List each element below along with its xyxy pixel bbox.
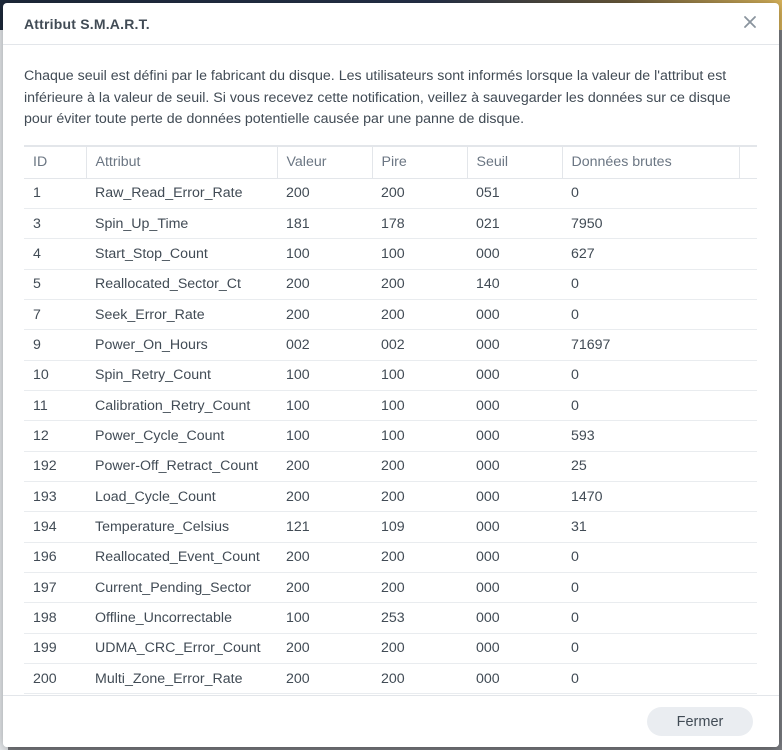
cell-id: 198 (24, 603, 86, 633)
cell-donnees-brutes: 31 (562, 512, 739, 542)
cell-id: 10 (24, 360, 86, 390)
cell-donnees-brutes: 0 (562, 572, 739, 602)
cell-attribut: Calibration_Retry_Count (86, 390, 277, 420)
cell-donnees-brutes: 0 (562, 633, 739, 663)
cell-attribut: Power_Cycle_Count (86, 421, 277, 451)
column-header-pire[interactable]: Pire (372, 146, 467, 178)
cell-filler (739, 330, 757, 360)
cell-attribut: Power_On_Hours (86, 330, 277, 360)
table-row[interactable] (24, 208, 757, 238)
cell-pire: 200 (372, 633, 467, 663)
cell-seuil: 000 (467, 603, 562, 633)
cell-filler (739, 512, 757, 542)
cell-pire: 109 (372, 512, 467, 542)
cell-seuil: 021 (467, 208, 562, 238)
cell-valeur: 200 (277, 451, 372, 481)
cell-filler (739, 269, 757, 299)
cell-pire: 002 (372, 330, 467, 360)
table-row[interactable] (24, 330, 757, 360)
cell-seuil: 000 (467, 664, 562, 694)
table-row[interactable] (24, 603, 757, 633)
cell-donnees-brutes: 0 (562, 390, 739, 420)
cell-valeur: 100 (277, 239, 372, 269)
cell-attribut: UDMA_CRC_Error_Count (86, 633, 277, 663)
cell-pire: 200 (372, 269, 467, 299)
cell-donnees-brutes: 627 (562, 239, 739, 269)
cell-donnees-brutes: 0 (562, 269, 739, 299)
cell-filler (739, 390, 757, 420)
cell-id: 9 (24, 330, 86, 360)
cell-seuil: 000 (467, 421, 562, 451)
cell-seuil: 000 (467, 633, 562, 663)
cell-attribut: Current_Pending_Sector (86, 572, 277, 602)
cell-valeur: 100 (277, 360, 372, 390)
cell-valeur: 200 (277, 299, 372, 329)
cell-id: 1 (24, 178, 86, 208)
cell-filler (739, 208, 757, 238)
cell-id: 199 (24, 633, 86, 663)
column-header-filler (739, 146, 757, 178)
cell-pire: 100 (372, 239, 467, 269)
column-header-donnees-brutes[interactable]: Données brutes (562, 146, 739, 178)
cell-attribut: Seek_Error_Rate (86, 299, 277, 329)
cell-pire: 200 (372, 299, 467, 329)
cell-donnees-brutes: 0 (562, 299, 739, 329)
cell-pire: 200 (372, 451, 467, 481)
cell-seuil: 000 (467, 481, 562, 511)
cell-seuil: 000 (467, 239, 562, 269)
cell-id: 5 (24, 269, 86, 299)
cell-valeur: 200 (277, 633, 372, 663)
cell-attribut: Load_Cycle_Count (86, 481, 277, 511)
table-row[interactable] (24, 633, 757, 663)
column-header-id[interactable]: ID (24, 146, 86, 178)
cell-id: 192 (24, 451, 86, 481)
cell-donnees-brutes: 0 (562, 542, 739, 572)
cell-valeur: 200 (277, 664, 372, 694)
table-row[interactable] (24, 360, 757, 390)
cell-seuil: 000 (467, 451, 562, 481)
cell-filler (739, 178, 757, 208)
cell-donnees-brutes: 25 (562, 451, 739, 481)
cell-id: 194 (24, 512, 86, 542)
cell-attribut: Spin_Up_Time (86, 208, 277, 238)
cell-valeur: 100 (277, 603, 372, 633)
fermer-button[interactable]: Fermer (647, 707, 753, 736)
cell-id: 3 (24, 208, 86, 238)
cell-valeur: 100 (277, 390, 372, 420)
cell-attribut: Spin_Retry_Count (86, 360, 277, 390)
table-row[interactable] (24, 390, 757, 420)
cell-seuil: 000 (467, 390, 562, 420)
cell-pire: 200 (372, 542, 467, 572)
cell-filler (739, 299, 757, 329)
cell-seuil: 000 (467, 542, 562, 572)
cell-seuil: 000 (467, 512, 562, 542)
cell-attribut: Raw_Read_Error_Rate (86, 178, 277, 208)
cell-seuil: 000 (467, 330, 562, 360)
cell-attribut: Offline_Uncorrectable (86, 603, 277, 633)
cell-pire: 200 (372, 178, 467, 208)
cell-donnees-brutes: 593 (562, 421, 739, 451)
cell-attribut: Multi_Zone_Error_Rate (86, 664, 277, 694)
cell-pire: 100 (372, 421, 467, 451)
table-row[interactable] (24, 481, 757, 511)
cell-pire: 100 (372, 360, 467, 390)
dialog-description: Chaque seuil est défini par le fabricant du disque. Les utilisateurs sont informés lorsque la valeur de l'attribut est inférieure à la valeur de seuil. Si vous recevez cette notification, veillez à sauvegarder les données sur ce disque pour éviter toute perte de données potentielle causée par une panne de disque. (24, 68, 731, 127)
cell-valeur: 200 (277, 481, 372, 511)
cell-seuil: 000 (467, 572, 562, 602)
table-row[interactable] (24, 299, 757, 329)
column-header-valeur[interactable]: Valeur (277, 146, 372, 178)
column-header-seuil[interactable]: Seuil (467, 146, 562, 178)
table-row[interactable] (24, 451, 757, 481)
table-row[interactable] (24, 269, 757, 299)
cell-filler (739, 239, 757, 269)
dialog-titlebar (3, 3, 779, 45)
cell-valeur: 200 (277, 572, 372, 602)
table-row[interactable] (24, 178, 757, 208)
cell-pire: 178 (372, 208, 467, 238)
dialog-footer (3, 695, 779, 747)
cell-pire: 200 (372, 664, 467, 694)
cell-donnees-brutes: 1470 (562, 481, 739, 511)
cell-donnees-brutes: 0 (562, 603, 739, 633)
table-header-row (24, 146, 757, 178)
cell-attribut: Start_Stop_Count (86, 239, 277, 269)
cell-donnees-brutes: 71697 (562, 330, 739, 360)
cell-donnees-brutes: 7950 (562, 208, 739, 238)
cell-filler (739, 664, 757, 694)
column-header-attribut[interactable]: Attribut (86, 146, 277, 178)
cell-seuil: 000 (467, 299, 562, 329)
smart-table-container[interactable] (24, 145, 757, 698)
cell-valeur: 200 (277, 178, 372, 208)
cell-seuil: 051 (467, 178, 562, 208)
cell-attribut: Reallocated_Event_Count (86, 542, 277, 572)
table-row[interactable] (24, 239, 757, 269)
cell-valeur: 200 (277, 269, 372, 299)
cell-donnees-brutes: 0 (562, 664, 739, 694)
table-row[interactable] (24, 572, 757, 602)
cell-id: 193 (24, 481, 86, 511)
cell-filler (739, 451, 757, 481)
close-icon[interactable] (741, 13, 759, 31)
cell-valeur: 181 (277, 208, 372, 238)
cell-filler (739, 633, 757, 663)
cell-id: 7 (24, 299, 86, 329)
cell-valeur: 200 (277, 542, 372, 572)
cell-pire: 200 (372, 481, 467, 511)
cell-id: 11 (24, 390, 86, 420)
cell-filler (739, 542, 757, 572)
cell-id: 196 (24, 542, 86, 572)
cell-id: 4 (24, 239, 86, 269)
cell-filler (739, 421, 757, 451)
cell-filler (739, 572, 757, 602)
cell-valeur: 121 (277, 512, 372, 542)
cell-seuil: 000 (467, 360, 562, 390)
cell-donnees-brutes: 0 (562, 178, 739, 208)
cell-attribut: Reallocated_Sector_Ct (86, 269, 277, 299)
cell-filler (739, 360, 757, 390)
cell-id: 197 (24, 572, 86, 602)
cell-pire: 200 (372, 572, 467, 602)
cell-donnees-brutes: 0 (562, 360, 739, 390)
cell-pire: 253 (372, 603, 467, 633)
table-row[interactable] (24, 664, 757, 694)
cell-filler (739, 603, 757, 633)
smart-attribute-dialog (3, 3, 779, 747)
dialog-title: Attribut S.M.A.R.T. (24, 16, 150, 32)
table-row[interactable] (24, 542, 757, 572)
cell-valeur: 002 (277, 330, 372, 360)
smart-table (24, 145, 757, 694)
cell-valeur: 100 (277, 421, 372, 451)
cell-seuil: 140 (467, 269, 562, 299)
table-row[interactable] (24, 421, 757, 451)
table-row[interactable] (24, 512, 757, 542)
cell-attribut: Temperature_Celsius (86, 512, 277, 542)
cell-pire: 100 (372, 390, 467, 420)
cell-id: 200 (24, 664, 86, 694)
cell-filler (739, 481, 757, 511)
cell-attribut: Power-Off_Retract_Count (86, 451, 277, 481)
cell-id: 12 (24, 421, 86, 451)
